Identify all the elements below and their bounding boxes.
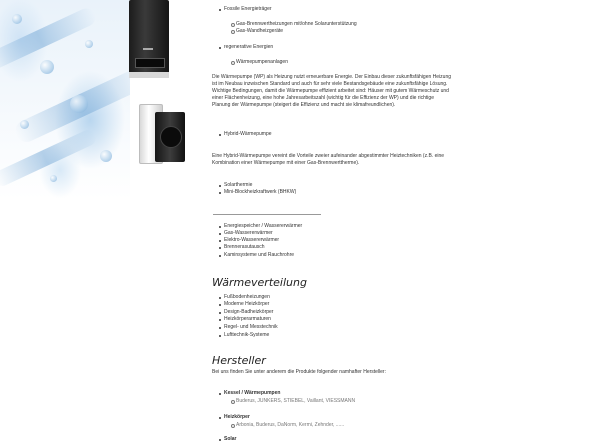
list-item-brenneraustausch: Brennerasutausch: [224, 244, 265, 250]
list-item-fossil: Fossile Energieträger: [224, 6, 272, 12]
sub-item-gas-brennwert: Gas-Brennwertheizungen mit/ohne Solarunterstützung: [236, 21, 357, 27]
list-item-regel-mess: Regel- und Messtechnik: [224, 324, 278, 330]
sub-item-gas-wandheiz: Gas-Wandheizgeräte: [236, 28, 284, 34]
list-item-fussboden: Fußbodenheizungen: [224, 294, 270, 300]
list-item-gas-wassererwaermer: Gas-Wassererwärmer: [224, 230, 273, 236]
list-item-armaturen: Heizkörperarmaturen: [224, 316, 271, 322]
list-item-kaminsysteme: Kaminsysteme und Rauchrohre: [224, 252, 295, 258]
list-item-elektro-wassererwaermer: Elektro-Wassererwärmer: [224, 237, 280, 243]
hersteller-intro: Bei uns finden Sie unter anderem die Produkte folgender namhafter Hersteller:: [212, 369, 386, 375]
hersteller-group-solar: Solar: [224, 436, 237, 442]
hersteller-group-kessel: Kessel / Wärmepumpen: [224, 390, 281, 396]
sub-item-waermepumpen: Wärmepumpenanlagen: [236, 59, 288, 65]
divider: [213, 214, 321, 215]
list-item-solarthermie: Solarthermie: [224, 182, 253, 188]
heading-waermeverteilung: Wärmeverteilung: [212, 276, 307, 289]
list-item-heizkoerper: Moderne Heizkörper: [224, 301, 270, 307]
list-item-lufttechnik: Lufttechnik-Systeme: [224, 332, 270, 338]
hersteller-brands-kessel: Buderus, JUNKERS, STIEBEL, Vaillant, VIESSMANN: [236, 398, 356, 404]
list-item-design-bad: Design-Badheizkörper: [224, 309, 274, 315]
water-splash-image: [0, 0, 130, 200]
heading-hersteller: Hersteller: [212, 354, 266, 367]
list-item-renewable: regenerative Energien: [224, 44, 274, 50]
list-item-bhkw: Mini-Blockheizkraftwerk (BHKW): [224, 189, 297, 195]
hersteller-brands-heizkoerper: Arbonia, Buderus, DaNorm, Kermi, Zehnder, ......: [236, 422, 345, 428]
heat-pump-outdoor-image: [155, 112, 185, 162]
heat-pump-paragraph: Die Wärmepumpe (WP) als Heizung nutzt erneuerbare Energie. Der Einbau dieser zukunftsfähigen Heizung ist im Neubau inzwischen Standard und auch für sehr viele Bestandsgebäude eine zukunftsfähige Lösung. Wichtige Bedingungen, damit die Wärmepumpe effizient arbeitet sind: Häuser mit gutem Wärmeschutz und einer Flächenheizung, eine hohe Jahresarbeitszahl (wichtig für die Effizienz der WP) und die richtige Planung der Wärmepumpe (steigert die Effizienz und macht sie klimafreundlichen).: [212, 74, 452, 108]
hersteller-group-heizkoerper: Heizkörper: [224, 414, 250, 420]
list-item-hybrid: Hybrid-Wärmepumpe: [224, 131, 272, 137]
gas-boiler-image: [129, 0, 169, 78]
hybrid-paragraph: Eine Hybrid-Wärmepumpe vereint die Vorteile zweier aufeinander abgestimmter Heiztechniken (z.B. eine Kombination einer Wärmepumpe mit einer Gas-Brennwerttherme).: [212, 153, 445, 166]
list-item-energiespeicher: Energiespeicher / Wassererwärmer: [224, 223, 303, 229]
